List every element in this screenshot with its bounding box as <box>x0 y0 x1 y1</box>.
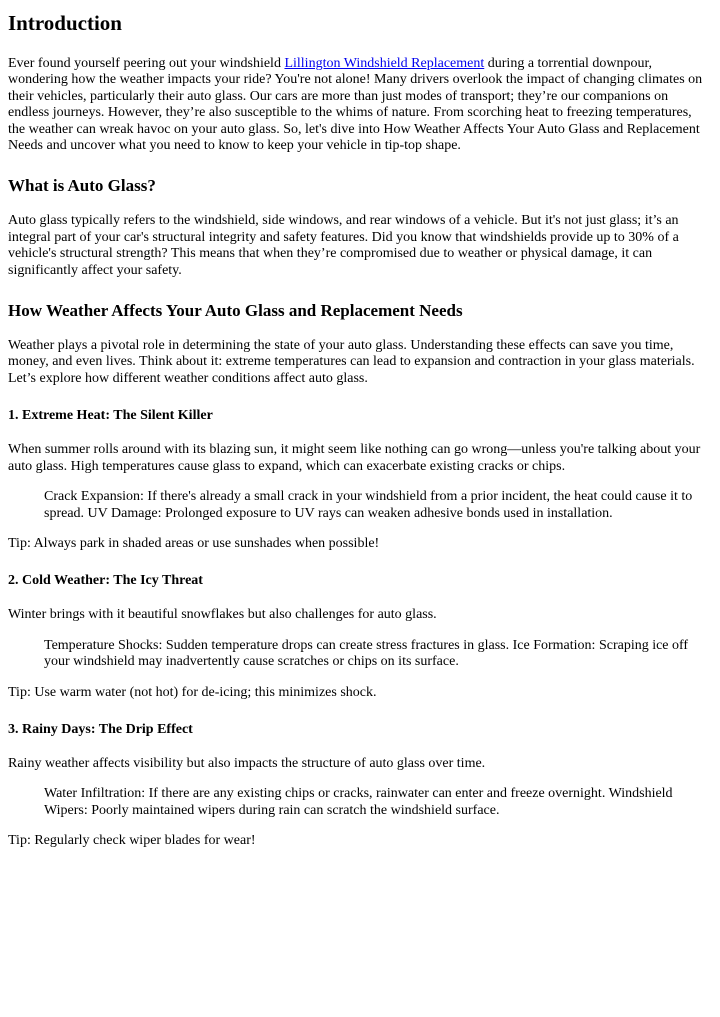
extreme-heat-tip: Tip: Always park in shaded areas or use sunshades when possible! <box>8 535 380 551</box>
extreme-heat-paragraph: When summer rolls around with its blazing sun, it might seem like nothing can go wrong—unless you're talking about your auto glass. High temperatures cause glass to expand, which can exacerbate existing cracks or chips. <box>8 442 701 474</box>
rainy-days-heading: 3. Rainy Days: The Drip Effect <box>8 721 193 737</box>
cold-weather-quote: Temperature Shocks: Sudden temperature drops can create stress fractures in glass. Ice Formation: Scraping ice off your windshield may inadvertently cause scratches or chips on its surface. <box>44 637 689 670</box>
auto-glass-heading: What is Auto Glass? <box>8 176 156 196</box>
rainy-days-tip: Tip: Regularly check wiper blades for wear! <box>8 833 256 849</box>
intro-text-before-link: Ever found yourself peering out your windshield <box>8 56 285 71</box>
lillington-windshield-replacement-link[interactable]: Lillington Windshield Replacement <box>284 56 485 71</box>
extreme-heat-quote: Crack Expansion: If there's already a small crack in your windshield from a prior incident, the heat could cause it to spread. UV Damage: Prolonged exposure to UV rays can weaken adhesive bonds used in installation. <box>44 489 693 521</box>
extreme-heat-heading: 1. Extreme Heat: The Silent Killer <box>8 408 213 424</box>
intro-heading: Introduction <box>8 11 122 35</box>
cold-weather-paragraph: Winter brings with it beautiful snowflakes but also challenges for auto glass. <box>8 607 437 623</box>
rainy-days-paragraph: Rainy weather affects visibility but also impacts the structure of auto glass over time. <box>8 755 486 771</box>
auto-glass-paragraph: Auto glass typically refers to the windshield, side windows, and rear windows of a vehicle. But it's not just glass; it’s an integral part of your car's structural integrity and safety features. Did you know that windshields provide up to 30% of a vehicle's structural strength? This means that when they’re compromised due to weather or physical damage, it can significantly affect your safety. <box>8 213 679 278</box>
cold-weather-tip: Tip: Use warm water (not hot) for de-icing; this minimizes shock. <box>8 684 377 700</box>
intro-paragraph <box>8 56 712 154</box>
weather-paragraph: Weather plays a pivotal role in determining the state of your auto glass. Understanding these effects can save you time, money, and even lives. Think about it: extreme temperatures can lead to expansion and contraction in your glass materials. Let’s explore how different weather conditions affect auto glass. <box>8 338 695 386</box>
cold-weather-heading: 2. Cold Weather: The Icy Threat <box>8 573 203 589</box>
intro-text-after-link: during a torrential downpour, wondering how the weather impacts your ride? You're not alone! Many drivers overlook the impact of changing climates on their vehicles, particularly their auto glass. Our cars are more than just modes of transport; they’re our companions on endless journeys. However, they’re also susceptible to the whims of nature. From scorching heat to freezing temperatures, the weather can wreak havoc on your auto glass. So, let's dive into How Weather Affects Your Auto Glass and Replacement Needs and uncover what you need to know to keep your vehicle in tip-top shape. <box>8 56 703 154</box>
weather-heading: How Weather Affects Your Auto Glass and Replacement Needs <box>8 301 463 321</box>
rainy-days-quote: Water Infiltration: If there are any existing chips or cracks, rainwater can enter and freeze overnight. Windshield Wipers: Poorly maintained wipers during rain can scratch the windshield surface. <box>44 786 673 818</box>
